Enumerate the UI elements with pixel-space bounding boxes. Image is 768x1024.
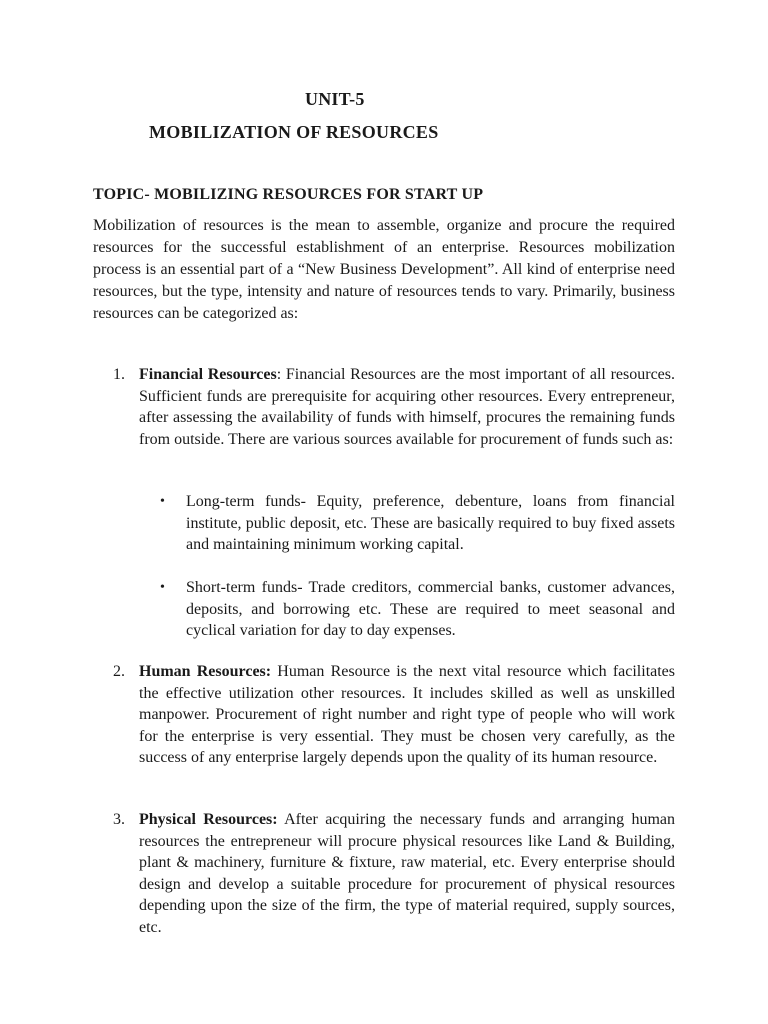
list-item-human-resources bbox=[113, 661, 675, 769]
list-item-body bbox=[139, 364, 675, 450]
bullet-item-text: Long-term funds- Equity, preference, debenture, loans from financial institute, public deposit, etc. These are basically required to buy fixed assets and maintaining minimum working capital. bbox=[186, 493, 675, 554]
bullet-icon: • bbox=[160, 494, 165, 509]
bullet-item-short-term-funds bbox=[160, 577, 675, 642]
bullet-item-long-term-funds bbox=[160, 491, 675, 556]
bullet-item-text: Short-term funds- Trade creditors, commercial banks, customer advances, deposits, and borrowing etc. These are required to meet seasonal and cyclical variation for day to day expenses. bbox=[186, 579, 675, 640]
bullet-icon: • bbox=[160, 580, 165, 595]
list-item-physical-resources bbox=[113, 809, 675, 939]
list-item-term: Financial Resources bbox=[139, 366, 277, 383]
list-number: 2. bbox=[113, 663, 125, 680]
list-number: 1. bbox=[113, 366, 125, 383]
list-item-financial-resources bbox=[113, 364, 675, 450]
list-item-text: : Financial Resources are the most important of all resources. Sufficient funds are prerequisite for acquiring other resources. Every entrepreneur, after assessing the availability of funds with himself, procures the remaining funds from outside. There are various sources available for procurement of funds such as: bbox=[139, 366, 676, 448]
unit-heading: UNIT-5 bbox=[305, 89, 365, 109]
list-item-text: Human Resource is the next vital resource which facilitates the effective utilization other resources. It includes skilled as well as unskilled manpower. Procurement of right number and right type of people who will work for the enterprise is very essential. They must be chosen very carefully, as the success of any enterprise largely depends upon the quality of its human resource. bbox=[139, 663, 676, 767]
list-item-term: Physical Resources: bbox=[139, 811, 278, 828]
list-item-body bbox=[139, 661, 675, 769]
page-title: MOBILIZATION OF RESOURCES bbox=[149, 122, 439, 142]
intro-paragraph: Mobilization of resources is the mean to assemble, organize and procure the required resources for the successful establishment of an enterprise. Resources mobilization process is an essential part of a “New Business Development”. All kind of enterprise need resources, but the type, intensity and nature of resources tends to vary. Primarily, business resources can be categorized as: bbox=[93, 217, 675, 322]
list-item-body bbox=[139, 809, 675, 939]
list-item-text: After acquiring the necessary funds and arranging human resources the entrepreneur will procure physical resources like Land & Building, plant & machinery, furniture & fixture, raw material, etc. Every enterprise should design and develop a suitable procedure for procurement of physical resources depending upon the size of the firm, the type of material required, supply sources, etc. bbox=[139, 811, 675, 936]
topic-heading: TOPIC- MOBILIZING RESOURCES FOR START UP bbox=[93, 186, 484, 203]
list-item-term: Human Resources: bbox=[139, 663, 272, 680]
list-number: 3. bbox=[113, 811, 125, 828]
